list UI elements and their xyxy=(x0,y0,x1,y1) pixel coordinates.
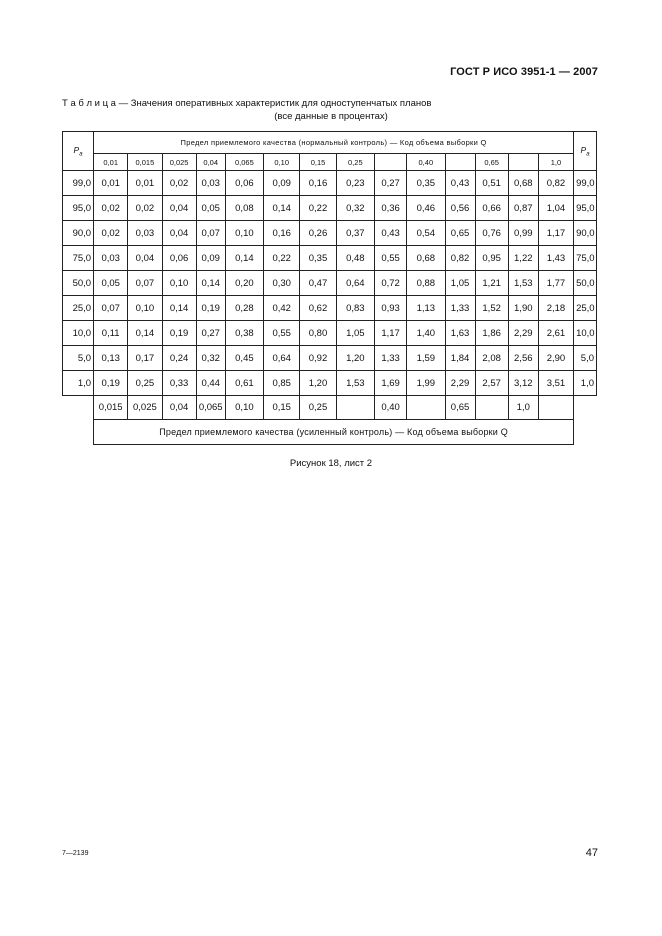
table-cell: 0,07 xyxy=(128,271,162,296)
table-cell: 2,90 xyxy=(538,346,573,371)
table-cell: 1,05 xyxy=(336,321,374,346)
table-cell: 0,13 xyxy=(94,346,128,371)
table-cell: 0,47 xyxy=(300,271,336,296)
table-cell: 1,63 xyxy=(445,321,475,346)
table-cell: 0,32 xyxy=(196,346,225,371)
table-cell: 0,14 xyxy=(162,296,196,321)
table-cell: 0,68 xyxy=(508,171,538,196)
table-cell: 0,88 xyxy=(407,271,445,296)
pa-value-left: 95,0 xyxy=(63,196,94,221)
table-cell: 0,65 xyxy=(445,221,475,246)
table-cell: 1,17 xyxy=(538,221,573,246)
table-cell: 3,12 xyxy=(508,371,538,396)
oc-values-table xyxy=(62,131,597,445)
table-cell: 0,06 xyxy=(225,171,263,196)
table-cell: 1,84 xyxy=(445,346,475,371)
page-number: 47 xyxy=(585,847,598,859)
table-cell: 0,10 xyxy=(128,296,162,321)
table-cell: 0,80 xyxy=(300,321,336,346)
table-cell: 0,35 xyxy=(300,246,336,271)
table-cell: 0,45 xyxy=(225,346,263,371)
table-cell: 2,56 xyxy=(508,346,538,371)
table-cell: 2,61 xyxy=(538,321,573,346)
table-cell: 0,82 xyxy=(445,246,475,271)
table-cell: 1,43 xyxy=(538,246,573,271)
normal-inspection-header: Предел приемлемого качества (нормальный контроль) — Код объема выборки Q xyxy=(94,132,574,154)
pa-value-left: 50,0 xyxy=(63,271,94,296)
normal-aql-cell xyxy=(375,154,407,171)
table-cell: 0,16 xyxy=(300,171,336,196)
table-cell: 0,32 xyxy=(336,196,374,221)
pa-value-left: 10,0 xyxy=(63,321,94,346)
table-cell: 2,57 xyxy=(475,371,508,396)
table-cell: 0,64 xyxy=(264,346,300,371)
table-cell: 0,04 xyxy=(162,221,196,246)
table-row xyxy=(63,171,597,196)
standard-header: ГОСТ Р ИСО 3951-1 — 2007 xyxy=(450,66,598,78)
table-cell: 1,05 xyxy=(445,271,475,296)
table-cell: 0,27 xyxy=(375,171,407,196)
table-cell: 1,90 xyxy=(508,296,538,321)
pa-value-right: 75,0 xyxy=(574,246,597,271)
table-cell: 0,02 xyxy=(94,196,128,221)
table-cell: 0,20 xyxy=(225,271,263,296)
table-cell: 1,17 xyxy=(375,321,407,346)
table-cell: 0,10 xyxy=(225,221,263,246)
tightened-aql-cell: 0,065 xyxy=(196,396,225,420)
table-cell: 0,68 xyxy=(407,246,445,271)
table-row xyxy=(63,221,597,246)
table-cell: 1,40 xyxy=(407,321,445,346)
table-cell: 0,37 xyxy=(336,221,374,246)
table-cell: 0,26 xyxy=(300,221,336,246)
table-cell: 0,85 xyxy=(264,371,300,396)
table-cell: 2,29 xyxy=(508,321,538,346)
tightened-aql-cell xyxy=(336,396,374,420)
table-cell: 0,27 xyxy=(196,321,225,346)
table-cell: 0,55 xyxy=(375,246,407,271)
table-cell: 3,51 xyxy=(538,371,573,396)
table-cell: 1,53 xyxy=(336,371,374,396)
pa-value-right: 90,0 xyxy=(574,221,597,246)
table-cell: 0,11 xyxy=(94,321,128,346)
normal-aql-cell xyxy=(445,154,475,171)
table-cell: 0,72 xyxy=(375,271,407,296)
table-cell: 0,14 xyxy=(128,321,162,346)
pa-value-left: 1,0 xyxy=(63,371,94,396)
table-cell: 1,20 xyxy=(336,346,374,371)
pa-value-left: 5,0 xyxy=(63,346,94,371)
figure-caption: Рисунок 18, лист 2 xyxy=(289,458,373,469)
tightened-aql-cell xyxy=(407,396,445,420)
pa-value-right: 5,0 xyxy=(574,346,597,371)
table-cell: 1,99 xyxy=(407,371,445,396)
pa-value-right: 99,0 xyxy=(574,171,597,196)
table-cell: 0,17 xyxy=(128,346,162,371)
table-cell: 0,87 xyxy=(508,196,538,221)
table-cell: 0,14 xyxy=(264,196,300,221)
table-cell: 1,22 xyxy=(508,246,538,271)
table-cell: 0,44 xyxy=(196,371,225,396)
table-cell: 0,24 xyxy=(162,346,196,371)
blank-cell xyxy=(63,396,94,420)
table-cell: 0,25 xyxy=(128,371,162,396)
table-cell: 0,22 xyxy=(264,246,300,271)
table-cell: 0,06 xyxy=(162,246,196,271)
table-cell: 0,48 xyxy=(336,246,374,271)
tightened-aql-cell: 0,15 xyxy=(264,396,300,420)
table-cell: 0,02 xyxy=(128,196,162,221)
table-row xyxy=(63,321,597,346)
table-cell: 0,46 xyxy=(407,196,445,221)
table-cell: 0,02 xyxy=(162,171,196,196)
table-cell: 0,03 xyxy=(128,221,162,246)
table-cell: 0,16 xyxy=(264,221,300,246)
table-cell: 0,14 xyxy=(225,246,263,271)
table-cell: 0,09 xyxy=(264,171,300,196)
normal-aql-cell xyxy=(508,154,538,171)
normal-aql-cell: 0,15 xyxy=(300,154,336,171)
table-cell: 0,09 xyxy=(196,246,225,271)
pa-value-left: 99,0 xyxy=(63,171,94,196)
table-cell: 0,36 xyxy=(375,196,407,221)
table-cell: 0,51 xyxy=(475,171,508,196)
table-cell: 0,64 xyxy=(336,271,374,296)
pa-value-right: 50,0 xyxy=(574,271,597,296)
tightened-inspection-header: Предел приемлемого качества (усиленный контроль) — Код объема выборки Q xyxy=(94,420,574,445)
table-cell: 0,35 xyxy=(407,171,445,196)
table-cell: 0,55 xyxy=(264,321,300,346)
pa-value-right: 95,0 xyxy=(574,196,597,221)
table-cell: 0,01 xyxy=(128,171,162,196)
pa-value-right: 25,0 xyxy=(574,296,597,321)
table-cell: 0,54 xyxy=(407,221,445,246)
table-row xyxy=(63,246,597,271)
table-cell: 1,86 xyxy=(475,321,508,346)
normal-aql-cell: 0,25 xyxy=(336,154,374,171)
table-row xyxy=(63,296,597,321)
table-cell: 1,20 xyxy=(300,371,336,396)
pa-value-left: 75,0 xyxy=(63,246,94,271)
table-cell: 0,04 xyxy=(162,196,196,221)
table-cell: 0,04 xyxy=(128,246,162,271)
table-cell: 1,13 xyxy=(407,296,445,321)
pa-value-right: 10,0 xyxy=(574,321,597,346)
normal-aql-cell: 0,015 xyxy=(128,154,162,171)
table-cell: 0,28 xyxy=(225,296,263,321)
table-cell: 0,66 xyxy=(475,196,508,221)
table-cell: 1,33 xyxy=(445,296,475,321)
table-cell: 1,69 xyxy=(375,371,407,396)
table-row xyxy=(63,346,597,371)
normal-aql-cell: 0,025 xyxy=(162,154,196,171)
table-cell: 2,08 xyxy=(475,346,508,371)
footer-code: 7—2139 xyxy=(62,850,89,857)
table-cell: 1,04 xyxy=(538,196,573,221)
table-row xyxy=(63,196,597,221)
normal-aql-cell: 0,04 xyxy=(196,154,225,171)
table-cell: 2,18 xyxy=(538,296,573,321)
table-cell: 0,07 xyxy=(196,221,225,246)
table-cell: 0,14 xyxy=(196,271,225,296)
table-cell: 0,42 xyxy=(264,296,300,321)
normal-aql-cell: 1,0 xyxy=(538,154,573,171)
tightened-aql-cell: 0,025 xyxy=(128,396,162,420)
table-cell: 0,76 xyxy=(475,221,508,246)
normal-aql-cell: 0,065 xyxy=(225,154,263,171)
table-cell: 0,19 xyxy=(196,296,225,321)
tightened-aql-cell: 0,65 xyxy=(445,396,475,420)
tightened-aql-row xyxy=(63,396,597,420)
table-cell: 0,38 xyxy=(225,321,263,346)
table-cell: 0,61 xyxy=(225,371,263,396)
table-cell: 1,77 xyxy=(538,271,573,296)
table-cell: 0,56 xyxy=(445,196,475,221)
tightened-aql-cell: 0,015 xyxy=(94,396,128,420)
table-caption-note: (все данные в процентах) xyxy=(274,111,388,122)
table-cell: 0,03 xyxy=(94,246,128,271)
table-cell: 0,03 xyxy=(196,171,225,196)
normal-aql-cell: 0,10 xyxy=(264,154,300,171)
table-caption: Т а б л и ц а — Значения оперативных характеристик для одноступенчатых планов xyxy=(62,98,432,109)
pa-header-right: $P_a$ xyxy=(574,132,597,171)
table-row xyxy=(63,371,597,396)
normal-aql-row xyxy=(63,154,597,171)
table-cell: 0,05 xyxy=(196,196,225,221)
table-cell: 0,43 xyxy=(375,221,407,246)
table-cell: 0,10 xyxy=(162,271,196,296)
tightened-aql-cell xyxy=(475,396,508,420)
table-cell: 0,23 xyxy=(336,171,374,196)
table-cell: 0,95 xyxy=(475,246,508,271)
table-cell: 0,33 xyxy=(162,371,196,396)
table-cell: 0,19 xyxy=(94,371,128,396)
table-row xyxy=(63,271,597,296)
table-cell: 0,83 xyxy=(336,296,374,321)
table-cell: 0,01 xyxy=(94,171,128,196)
pa-value-right: 1,0 xyxy=(574,371,597,396)
table-cell: 1,33 xyxy=(375,346,407,371)
table-cell: 0,19 xyxy=(162,321,196,346)
pa-header-left: $P_a$ xyxy=(63,132,94,171)
pa-value-left: 90,0 xyxy=(63,221,94,246)
table-cell: 1,21 xyxy=(475,271,508,296)
table-cell: 0,92 xyxy=(300,346,336,371)
tightened-aql-cell: 0,10 xyxy=(225,396,263,420)
table-cell: 0,08 xyxy=(225,196,263,221)
table-cell: 0,82 xyxy=(538,171,573,196)
normal-aql-cell: 0,40 xyxy=(407,154,445,171)
table-cell: 1,59 xyxy=(407,346,445,371)
table-cell: 0,05 xyxy=(94,271,128,296)
tightened-aql-cell: 0,40 xyxy=(375,396,407,420)
table-cell: 0,02 xyxy=(94,221,128,246)
normal-aql-cell: 0,65 xyxy=(475,154,508,171)
table-cell: 0,30 xyxy=(264,271,300,296)
table-cell: 0,99 xyxy=(508,221,538,246)
table-cell: 0,62 xyxy=(300,296,336,321)
blank-cell xyxy=(574,396,597,420)
pa-value-left: 25,0 xyxy=(63,296,94,321)
table-cell: 1,52 xyxy=(475,296,508,321)
tightened-aql-cell: 1,0 xyxy=(508,396,538,420)
table-cell: 0,22 xyxy=(300,196,336,221)
tightened-aql-cell: 0,04 xyxy=(162,396,196,420)
table-cell: 2,29 xyxy=(445,371,475,396)
tightened-aql-cell xyxy=(538,396,573,420)
tightened-aql-cell: 0,25 xyxy=(300,396,336,420)
table-cell: 1,53 xyxy=(508,271,538,296)
normal-aql-cell: 0,01 xyxy=(94,154,128,171)
table-cell: 0,93 xyxy=(375,296,407,321)
table-cell: 0,07 xyxy=(94,296,128,321)
table-cell: 0,43 xyxy=(445,171,475,196)
